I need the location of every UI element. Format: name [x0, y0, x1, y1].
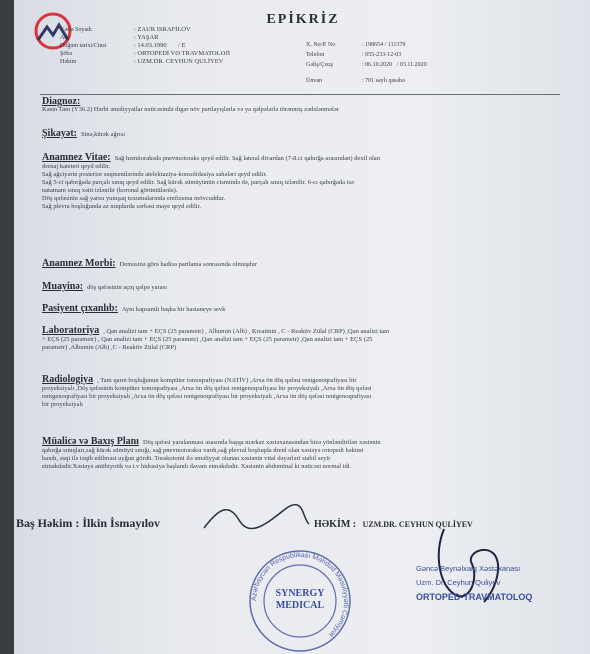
treatment-plan-line: Döş qəfəsi yaralanması əsasında başqa mərkəz xəstəxanasından bizə yönləndirilən xəstənin	[142, 439, 381, 446]
value-record-no: : 198654 / 111379	[362, 42, 406, 48]
section-treatment-plan	[42, 438, 582, 471]
section-discharge	[42, 305, 582, 314]
patient-info-labels	[60, 26, 107, 66]
label-record-no: X. No/P. No	[306, 42, 336, 48]
value-department: : ORTOPEDİ VƏ TRAVMATOLOJİ	[134, 50, 230, 57]
label-admission: Gəliş/Çıxış	[306, 62, 334, 68]
section-radiology	[42, 376, 582, 409]
stamp-ring-text: Azərbaycan Respublikası Məhdud Məsuliyyətli Cəmiyyət	[250, 551, 350, 639]
value-gender: / E	[178, 42, 186, 49]
section-anamnesis-vitae	[42, 154, 582, 211]
value-address: : 701 saylı qəsəbə	[362, 78, 405, 84]
stamp-center-line2: MEDICAL	[275, 600, 325, 611]
document-title: EPİKRİZ	[266, 12, 340, 27]
radiology-line: bir proyeksiyalı	[42, 401, 83, 408]
doctor-stamp-line1: Gəncə Beynəlxalq Xəstəxanası	[416, 564, 521, 573]
value-doctor: : UZM.DR. CEYHUN QULİYEV	[134, 58, 224, 65]
radiology-line: proyeksiyalı ,Döş qəfəsinin kompüter tomoqrafiyası ,Arxa ön döş qəfəsi rentgenoqrafiyası bir proyeksiyalı ,Arxa ön döş qəfəsi	[42, 385, 372, 392]
patient-info-values	[134, 26, 230, 66]
diagnosis-heading: Diagnoz:	[42, 96, 81, 107]
label-surname: Xəstə Soyadı	[60, 27, 92, 33]
stamp-center-text	[260, 588, 340, 612]
radiology-line: , Tam qarın boşluğunun kompüter tomoqrafiyası (NATİV) ,Arxa ön döş qəfəsi rentgenoqrafiyası bir	[97, 377, 357, 384]
label-department: Şöbə	[60, 51, 72, 57]
chief-doctor-signature-icon	[194, 498, 314, 538]
diagnosis-text: Kəsin Tanı (Y36.2) Hərbi əməliyyatlar nəticəsində digər növ partlayışlarla və ya qəlpələrlə törənmiş zədələnmələr	[42, 106, 339, 113]
value-phone: : 055-233-12-03	[362, 52, 402, 58]
anamnesis-vitae-line: Sağ hemitoraksda pnevmotoraks qeyd edilir. Sağ lateral divardan (7-8.ci qabırğa arasından) dexil olan	[114, 155, 380, 162]
doctor-label: HƏKİM :	[314, 519, 357, 530]
doctor-stamp	[416, 562, 532, 604]
anamnesis-vitae-heading: Anamnez Vitae:	[42, 152, 111, 163]
value-birth: : 14.03.1990	[134, 42, 167, 49]
anamnesis-vitae-line: natamam sınıq xətti izlənilir (koronal görüntülərdə).	[42, 187, 178, 194]
laboratory-line: parametr) ,Albumin (Alb) ,C - Reaktiv Zülal (CRP)	[42, 344, 177, 351]
label-doctor: Həkim	[60, 59, 77, 65]
anamnesis-morbi-heading: Anamnez Morbi:	[42, 258, 116, 269]
header-divider	[40, 94, 560, 95]
laboratory-heading: Laboratoriya	[42, 325, 100, 336]
record-info-labels	[306, 40, 335, 86]
label-address: Ünvan	[306, 78, 322, 84]
anamnesis-vitae-line: Sağ 5-ci qabırğada parçalı sınıq qeyd edilir. Sağ kürək sümüyünün cismində də, parçalı sınıq izlənilir. 6-cı qabırğada isə	[42, 179, 354, 186]
section-complaint	[42, 130, 582, 139]
label-phone: Telefon	[306, 52, 325, 58]
value-admission: : 06.10.2020	[362, 62, 393, 68]
record-info-values	[362, 40, 427, 86]
stamp-center-line1: SYNERGY	[275, 588, 325, 599]
doctor-stamp-line3: ORTOPED-TRAVMATOLOQ	[416, 592, 533, 602]
section-anamnesis-morbi	[42, 260, 582, 269]
treatment-plan-line: baxdı, əsqi ilə təqib edilməsi uyğun gördü. Torakotomi ilə əməliyyat olunan xəstənin vital dəyərləri stabil seyir	[42, 455, 331, 462]
anamnesis-vitae-line: Döş qəfəsinin sağ yarısı yumşaq toxumalarında emfizema mövcuddur.	[42, 195, 226, 202]
treatment-plan-heading: Müalicə və Baxış Planı	[42, 436, 139, 447]
value-name: : YAŞAR	[134, 34, 159, 41]
anamnesis-vitae-line: Sağ ağciyərin posterior seqmentlərində atelektaziya-konsolidasiya sahələri qeyd edilir.	[42, 171, 267, 178]
section-diagnosis	[42, 98, 582, 114]
complaint-text: Sinə,kürək ağrısı	[81, 131, 126, 138]
value-discharge: / 03.11.2020	[396, 62, 427, 68]
doctor-name: UZM.DR. CEYHUN QULİYEV	[362, 520, 473, 529]
doctor-stamp-line2: Uzm. Dr. Ceyhun Quliyev	[416, 578, 501, 587]
anamnesis-vitae-line: drenaj kateteri qeyd edilir.	[42, 163, 111, 170]
treatment-plan-line: qabırğa sınıqları,sağ kürək sümüyü sınığı, sağ pnevmotoraksı vardı,sağ plevral boşluqda drenl olan xəstəyə ortopedi həkimi	[42, 447, 364, 454]
anamnesis-morbi-text: Deməsinə görə hadisə partlama sonrasında olmuşdur	[119, 261, 257, 268]
discharge-heading: Pasiyent çıxanlıb:	[42, 303, 118, 314]
chief-doctor-signature-line: Baş Həkim : İlkin İsmayılov	[16, 516, 161, 530]
anamnesis-vitae-line: Sağ plevra boşluğunda az miqdarda sərbəst maye qeyd edilir.	[42, 203, 202, 210]
examination-heading: Muayinə:	[42, 281, 84, 292]
laboratory-line: + EÇS (25 parametr) , Qan analizi tam + EÇS (25 parametr) ,Qan analizi tam + EÇS (25 parametr) ,Qan analizi tam + EÇS (25	[42, 336, 373, 343]
epicrisis-document	[14, 0, 590, 654]
complaint-heading: Şikayət:	[42, 128, 77, 139]
discharge-text: Aynı kapsamlı başka bir hastaneye sevk	[121, 306, 226, 313]
radiology-line: rentgenoqrafiyası bir proyeksiyalı ,Arxa ön döş qəfəsi rentgenoqrafiyası bir proyeksiyalı ,Arxa ön döş qəfəsi rentgenoqrafiyası	[42, 393, 372, 400]
section-examination	[42, 283, 582, 292]
examination-text: döş qəfəsinin açıq qəlpə yarası	[87, 284, 167, 291]
treatment-plan-line: etməkdədir.Xəstəyə antibiyotik və i.v hidrasiya başlandı davam etməkdədir. Xəstənin abdominal kt nəticəsi normal idi.	[42, 463, 352, 470]
section-laboratory	[42, 327, 582, 352]
radiology-heading: Radiologiya	[42, 374, 94, 385]
label-name: Adı	[60, 35, 69, 41]
laboratory-line: , Qan analizi tam + EÇS (25 parametr) , Albumin (Alb) , Kreatinin , C - Reaktiv Zülal (CRP) ,Qan analizi tam	[103, 328, 390, 335]
value-surname: : ZAUR ISRAFİLOV	[134, 26, 191, 33]
label-birth: Doğum tarixi/Cinsi	[60, 43, 107, 49]
